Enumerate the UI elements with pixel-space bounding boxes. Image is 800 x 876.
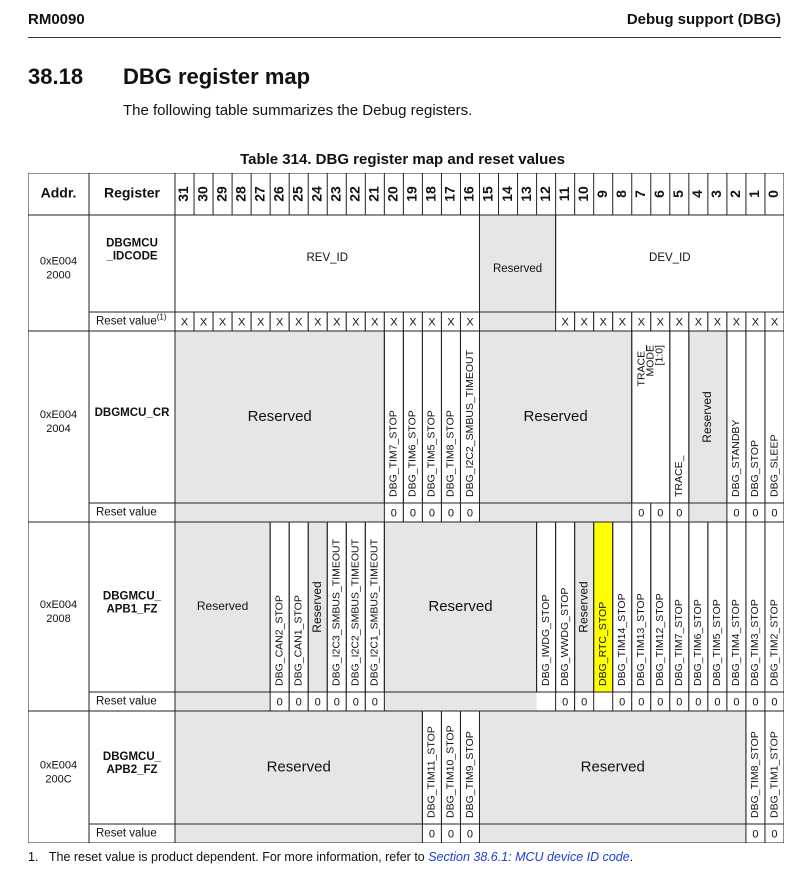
bit-header-9: 9 — [593, 190, 610, 198]
reset-bit-value: 0 — [638, 507, 645, 520]
bit-header-10: 10 — [574, 186, 591, 202]
field-label-trace-: TRACE_ — [673, 455, 686, 497]
register-name: APB1_FZ — [106, 603, 158, 616]
reset-bit-value: 0 — [771, 696, 778, 709]
register-address: 200C — [45, 773, 72, 786]
field-label-dbg-i2c2-smbus-timeout: DBG_I2C2_SMBUS_TIMEOUT — [349, 538, 362, 686]
reset-bit-value: 0 — [714, 696, 721, 709]
chapter-title: Debug support (DBG) — [626, 11, 781, 28]
footnote-link[interactable]: Section 38.6.1: MCU device ID code — [428, 850, 630, 864]
reset-bit-value: X — [732, 316, 741, 329]
field-label-dbg-iwdg-stop: DBG_IWDG_STOP — [539, 594, 552, 686]
register-name: DBGMCU_ — [102, 751, 162, 764]
reset-bit-value: X — [218, 316, 227, 329]
reset-bit-value: X — [580, 316, 588, 329]
field-label-reserved: Reserved — [576, 581, 591, 633]
register-name: _IDCODE — [106, 250, 158, 263]
reset-bit-value: 0 — [295, 696, 302, 709]
reset-value-label: Reset value$^{(1)}$ — [96, 312, 167, 328]
field-label-dbg-tim2-stop: DBG_TIM2_STOP — [768, 599, 781, 686]
register-address: 2004 — [46, 422, 71, 435]
bit-header-7: 7 — [631, 190, 648, 198]
register-name: APB2_FZ — [106, 764, 158, 777]
field-label-dbg-tim7-stop: DBG_TIM7_STOP — [387, 410, 400, 497]
register-name: DBGMCU_ — [102, 590, 162, 603]
reset-bit-value: X — [180, 316, 189, 329]
reset-bit-value: X — [333, 316, 341, 329]
field-label-trace-mode-1-0-: TRACE_ — [635, 345, 648, 387]
reset-bit-value: X — [256, 316, 265, 329]
bit-header-30: 30 — [194, 186, 211, 202]
register-address: 0xE004 — [39, 408, 78, 421]
reset-bit-value: 0 — [371, 696, 378, 709]
reset-bit-value: X — [694, 316, 703, 329]
register-address: 2000 — [46, 269, 71, 282]
register-address: 2008 — [46, 612, 71, 625]
reset-bit-value: 0 — [562, 696, 569, 709]
bit-header-25: 25 — [289, 186, 306, 202]
bit-header-1: 1 — [746, 190, 763, 198]
bit-header-22: 22 — [346, 186, 363, 202]
footnote-end: . — [629, 850, 634, 864]
reset-bit-value: 0 — [638, 696, 645, 709]
reset-bit-value: 0 — [733, 507, 740, 520]
field-label-dbg-i2c2-smbus-timeout: DBG_I2C2_SMBUS_TIMEOUT — [463, 349, 476, 497]
field-label-reserved: Reserved — [196, 599, 249, 614]
field-label-dbg-tim12-stop: DBG_TIM12_STOP — [654, 593, 667, 686]
reserved-field-bg — [480, 331, 632, 522]
reset-bit-value: 0 — [314, 696, 321, 709]
bit-header-5: 5 — [670, 190, 687, 198]
section-title: DBG register map — [123, 64, 311, 89]
reserved-field-bg — [175, 331, 384, 522]
bit-header-19: 19 — [403, 186, 420, 202]
intro-paragraph: The following table summarizes the Debug registers. — [123, 102, 473, 119]
field-label-dbg-tim1-stop: DBG_TIM1_STOP — [768, 731, 781, 818]
bit-header-12: 12 — [536, 186, 553, 202]
field-label-reserved: Reserved — [266, 758, 331, 776]
reset-bit-value: X — [276, 316, 284, 329]
field-label-dbg-wwdg-stop: DBG_WWDG_STOP — [558, 587, 571, 686]
field-label-dbg-tim8-stop: DBG_TIM8_STOP — [749, 731, 762, 818]
addr-column-header: Addr. — [40, 184, 77, 201]
field-label-dbg-tim6-stop: DBG_TIM6_STOP — [692, 599, 705, 686]
bit-header-21: 21 — [365, 186, 382, 202]
bit-header-13: 13 — [517, 186, 534, 202]
reset-bit-value: 0 — [447, 507, 455, 520]
field-label-dbg-tim10-stop: DBG_TIM10_STOP — [444, 725, 457, 818]
reset-bit-value: 0 — [676, 696, 683, 709]
reset-value-label: Reset value — [96, 695, 157, 708]
bit-header-24: 24 — [308, 186, 325, 202]
field-label-reserved: Reserved — [580, 758, 645, 776]
reset-bit-value: 0 — [771, 828, 778, 841]
reset-bit-value: 0 — [409, 507, 416, 520]
reset-bit-value: 0 — [752, 828, 759, 841]
reset-bit-value: 0 — [390, 507, 397, 520]
field-label-dbg-tim5-stop: DBG_TIM5_STOP — [425, 410, 438, 497]
table-caption: Table 314. DBG register map and reset values — [240, 151, 565, 168]
field-label-dbg-tim8-stop: DBG_TIM8_STOP — [444, 410, 457, 497]
reset-bit-value: X — [770, 316, 779, 329]
reset-bit-value: X — [371, 316, 379, 329]
field-label-trace-mode-1-0-: MODE — [644, 345, 657, 377]
footnote — [28, 850, 633, 864]
field-label-reserved: Reserved — [523, 407, 588, 425]
reset-bit-value: 0 — [619, 696, 626, 709]
reset-bit-value: 0 — [695, 696, 702, 709]
bit-header-16: 16 — [460, 186, 477, 202]
reset-bit-value: 0 — [447, 828, 455, 841]
field-label-dbg-tim9-stop: DBG_TIM9_STOP — [463, 731, 476, 818]
reset-bit-value: 0 — [428, 507, 435, 520]
field-label-dbg-stop: DBG_STOP — [749, 440, 762, 497]
field-label-dbg-rtc-stop: DBG_RTC_STOP — [596, 601, 609, 686]
reset-bit-value: 0 — [676, 507, 683, 520]
reset-bit-value: 0 — [466, 828, 474, 841]
field-label-dbg-standby: DBG_STANDBY — [730, 419, 743, 497]
field-label-dbg-can2-stop: DBG_CAN2_STOP — [273, 595, 286, 686]
field-label-dbg-can1-stop: DBG_CAN1_STOP — [292, 595, 305, 686]
field-label-dbg-tim4-stop: DBG_TIM4_STOP — [730, 599, 743, 686]
register-name: DBGMCU_CR — [94, 407, 170, 420]
bit-header-27: 27 — [251, 186, 268, 202]
reset-bit-value: X — [428, 316, 436, 329]
reset-bit-value: 0 — [771, 507, 778, 520]
reset-bit-value: X — [352, 316, 360, 329]
register-map-grid — [28, 173, 784, 843]
bit-header-0: 0 — [765, 190, 782, 198]
bit-header-6: 6 — [651, 190, 667, 198]
reset-bit-value: 0 — [333, 696, 340, 709]
field-label-dbg-tim14-stop: DBG_TIM14_STOP — [616, 593, 629, 686]
bit-header-26: 26 — [270, 186, 287, 202]
bit-header-29: 29 — [213, 186, 230, 202]
bit-header-4: 4 — [689, 190, 706, 198]
register-address: 0xE004 — [39, 598, 78, 611]
field-label-rev-id: REV_ID — [306, 252, 349, 265]
field-label-trace-mode-1-0-: [1:0] — [653, 345, 666, 366]
field-label-dbg-tim13-stop: DBG_TIM13_STOP — [635, 593, 648, 686]
reset-bit-value: X — [599, 316, 607, 329]
reset-bit-value: 0 — [733, 696, 740, 709]
reset-bit-value: X — [751, 316, 760, 329]
register-column-header: Register — [103, 184, 161, 201]
reset-bit-value: 0 — [752, 507, 759, 520]
reserved-field-bg — [480, 711, 746, 843]
reset-bit-value: X — [618, 316, 626, 329]
field-label-reserved: Reserved — [309, 581, 324, 633]
field-label-dev-id: DEV_ID — [649, 252, 691, 265]
reset-bit-value: X — [237, 316, 246, 329]
reset-bit-value: X — [561, 316, 569, 329]
document-id: RM0090 — [28, 11, 85, 28]
reset-bit-value: 0 — [428, 828, 435, 841]
reset-bit-value: 0 — [466, 507, 474, 520]
reset-bit-value: 0 — [276, 696, 283, 709]
bit-header-20: 20 — [384, 186, 401, 202]
reset-bit-value: X — [466, 316, 474, 329]
register-address: 0xE004 — [39, 759, 78, 772]
reset-value-label: Reset value — [96, 827, 157, 840]
footnote-number: 1. — [28, 850, 39, 864]
bit-header-23: 23 — [327, 186, 344, 202]
reset-bit-value: X — [637, 316, 645, 329]
reset-bit-value: X — [295, 316, 303, 329]
bit-header-18: 18 — [422, 186, 439, 202]
reset-bit-value: 0 — [657, 507, 664, 520]
reset-bit-value: 0 — [657, 696, 664, 709]
header-rule — [28, 37, 781, 38]
reset-bit-value: X — [713, 316, 722, 329]
reset-bit-value: X — [314, 316, 322, 329]
field-label-dbg-sleep: DBG_SLEEP — [768, 434, 781, 497]
field-label-reserved: Reserved — [492, 263, 543, 276]
reset-bit-value: X — [409, 316, 417, 329]
field-label-dbg-tim5-stop: DBG_TIM5_STOP — [711, 599, 724, 686]
footnote-text: The reset value is product dependent. For more information, refer to — [48, 850, 429, 864]
field-label-reserved: Reserved — [700, 391, 715, 443]
register-map-table — [28, 173, 784, 843]
bit-header-2: 2 — [727, 190, 744, 198]
reset-bit-value: 0 — [752, 696, 759, 709]
register-address: 0xE004 — [39, 255, 78, 268]
field-label-dbg-tim6-stop: DBG_TIM6_STOP — [406, 410, 419, 497]
bit-header-8: 8 — [612, 190, 629, 198]
field-label-dbg-i2c3-smbus-timeout: DBG_I2C3_SMBUS_TIMEOUT — [330, 538, 343, 686]
bit-header-31: 31 — [175, 186, 192, 202]
field-label-reserved: Reserved — [428, 597, 493, 615]
reset-bit-value: X — [390, 316, 398, 329]
section-number: 38.18 — [28, 64, 84, 89]
field-label-dbg-tim7-stop: DBG_TIM7_STOP — [673, 599, 686, 686]
reset-bit-value: X — [656, 316, 664, 329]
field-label-dbg-i2c1-smbus-timeout: DBG_I2C1_SMBUS_TIMEOUT — [368, 538, 381, 686]
bit-header-11: 11 — [555, 186, 572, 202]
reserved-field-bg — [384, 522, 536, 711]
reset-bit-value: X — [675, 316, 683, 329]
reset-bit-value: X — [447, 316, 455, 329]
footnote-ref: (1) — [156, 312, 167, 322]
bit-header-15: 15 — [479, 186, 496, 202]
field-label-reserved: Reserved — [247, 407, 312, 425]
field-label-dbg-tim3-stop: DBG_TIM3_STOP — [749, 599, 762, 686]
bit-header-28: 28 — [232, 186, 249, 202]
reset-bit-value: 0 — [352, 696, 359, 709]
reserved-field-bg — [175, 711, 422, 843]
register-name: DBGMCU — [106, 237, 158, 250]
bit-header-17: 17 — [441, 186, 458, 202]
bit-header-14: 14 — [498, 186, 515, 202]
field-label-dbg-tim11-stop: DBG_TIM11_STOP — [425, 726, 438, 818]
bit-header-3: 3 — [708, 190, 725, 198]
reset-bit-value: 0 — [581, 696, 588, 709]
reset-value-label: Reset value — [96, 506, 157, 519]
reset-bit-value: X — [199, 316, 208, 329]
reserved-field-bg — [175, 522, 270, 711]
